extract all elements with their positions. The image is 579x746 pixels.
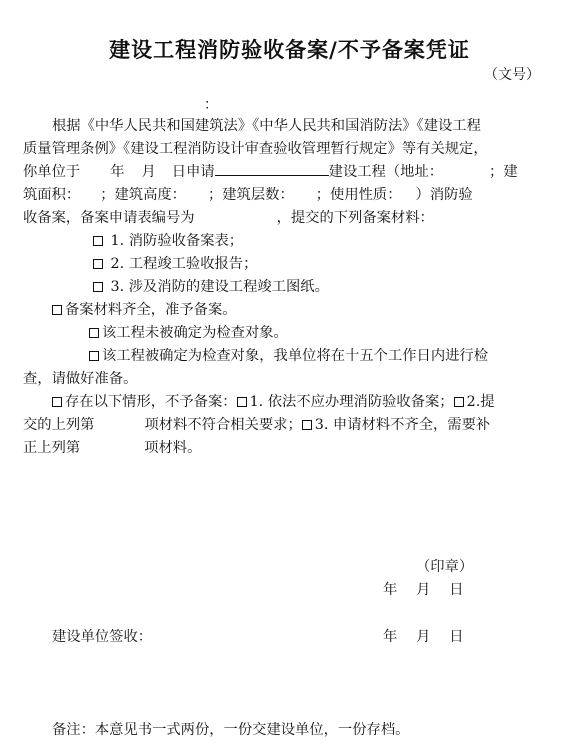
body-line-4: 筑面积： ；建筑高度： ；建筑层数： ；使用性质： ）消防验 bbox=[23, 187, 473, 203]
footnote: 备注：本意见书一式两份，一份交建设单位，一份存档。 bbox=[52, 722, 410, 738]
decision-selected-line-2: 查，请做好准备。 bbox=[23, 371, 138, 387]
body-line-1: 根据《中华人民共和国建筑法》《中华人民共和国消防法》《建设工程 bbox=[52, 118, 481, 134]
material-item-3: 3. 涉及消防的建设工程竣工图纸。 bbox=[93, 277, 329, 298]
doc-number-label: （文号） bbox=[484, 67, 540, 83]
decision-accepted: 备案材料齐全，准予备案。 bbox=[52, 300, 237, 321]
document-title: 建设工程消防验收备案/不予备案凭证 bbox=[109, 37, 470, 62]
checkbox-icon bbox=[93, 282, 103, 292]
body-line-3: 你单位于 年 月 日申请 建设工程（地址： ；建 bbox=[23, 164, 518, 180]
material-item-2: 2. 工程竣工验收报告； bbox=[93, 254, 257, 275]
checkbox-icon bbox=[52, 305, 62, 315]
builder-sign-date: 年 月 日 bbox=[383, 629, 464, 645]
project-name-field bbox=[215, 162, 329, 176]
checkbox-icon bbox=[93, 259, 103, 269]
checkbox-icon bbox=[237, 397, 247, 407]
addressee-colon: ： bbox=[204, 97, 218, 113]
body-line-2: 质量管理条例》《建设工程消防设计审查验收管理暂行规定》等有关规定， bbox=[23, 141, 488, 157]
checkbox-icon bbox=[454, 397, 464, 407]
decision-rejected-line-2: 交的上列第 项材料不符合相关要求； 3. 申请材料不齐全，需要补 bbox=[23, 417, 491, 433]
checkbox-icon bbox=[89, 328, 99, 338]
body-line-5: 收备案，备案申请表编号为 ，提交的下列备案材料： bbox=[23, 210, 434, 226]
seal-label: （印章） bbox=[416, 559, 474, 575]
checkbox-icon bbox=[52, 397, 62, 407]
seal-date: 年 月 日 bbox=[383, 582, 464, 598]
material-item-1: 1. 消防验收备案表； bbox=[93, 231, 243, 252]
builder-sign-label: 建设单位签收： bbox=[52, 629, 153, 645]
checkbox-icon bbox=[302, 420, 312, 430]
checkbox-icon bbox=[93, 236, 103, 246]
decision-selected-line-1: 该工程被确定为检查对象，我单位将在十五个工作日内进行检 bbox=[89, 346, 488, 367]
decision-rejected-line-1: 存在以下情形，不予备案： 1. 依法不应办理消防验收备案； 2.提 bbox=[52, 392, 495, 413]
checkbox-icon bbox=[89, 351, 99, 361]
decision-rejected-line-3: 正上列第 项材料。 bbox=[23, 440, 202, 456]
decision-not-selected: 该工程未被确定为检查对象。 bbox=[89, 323, 288, 344]
